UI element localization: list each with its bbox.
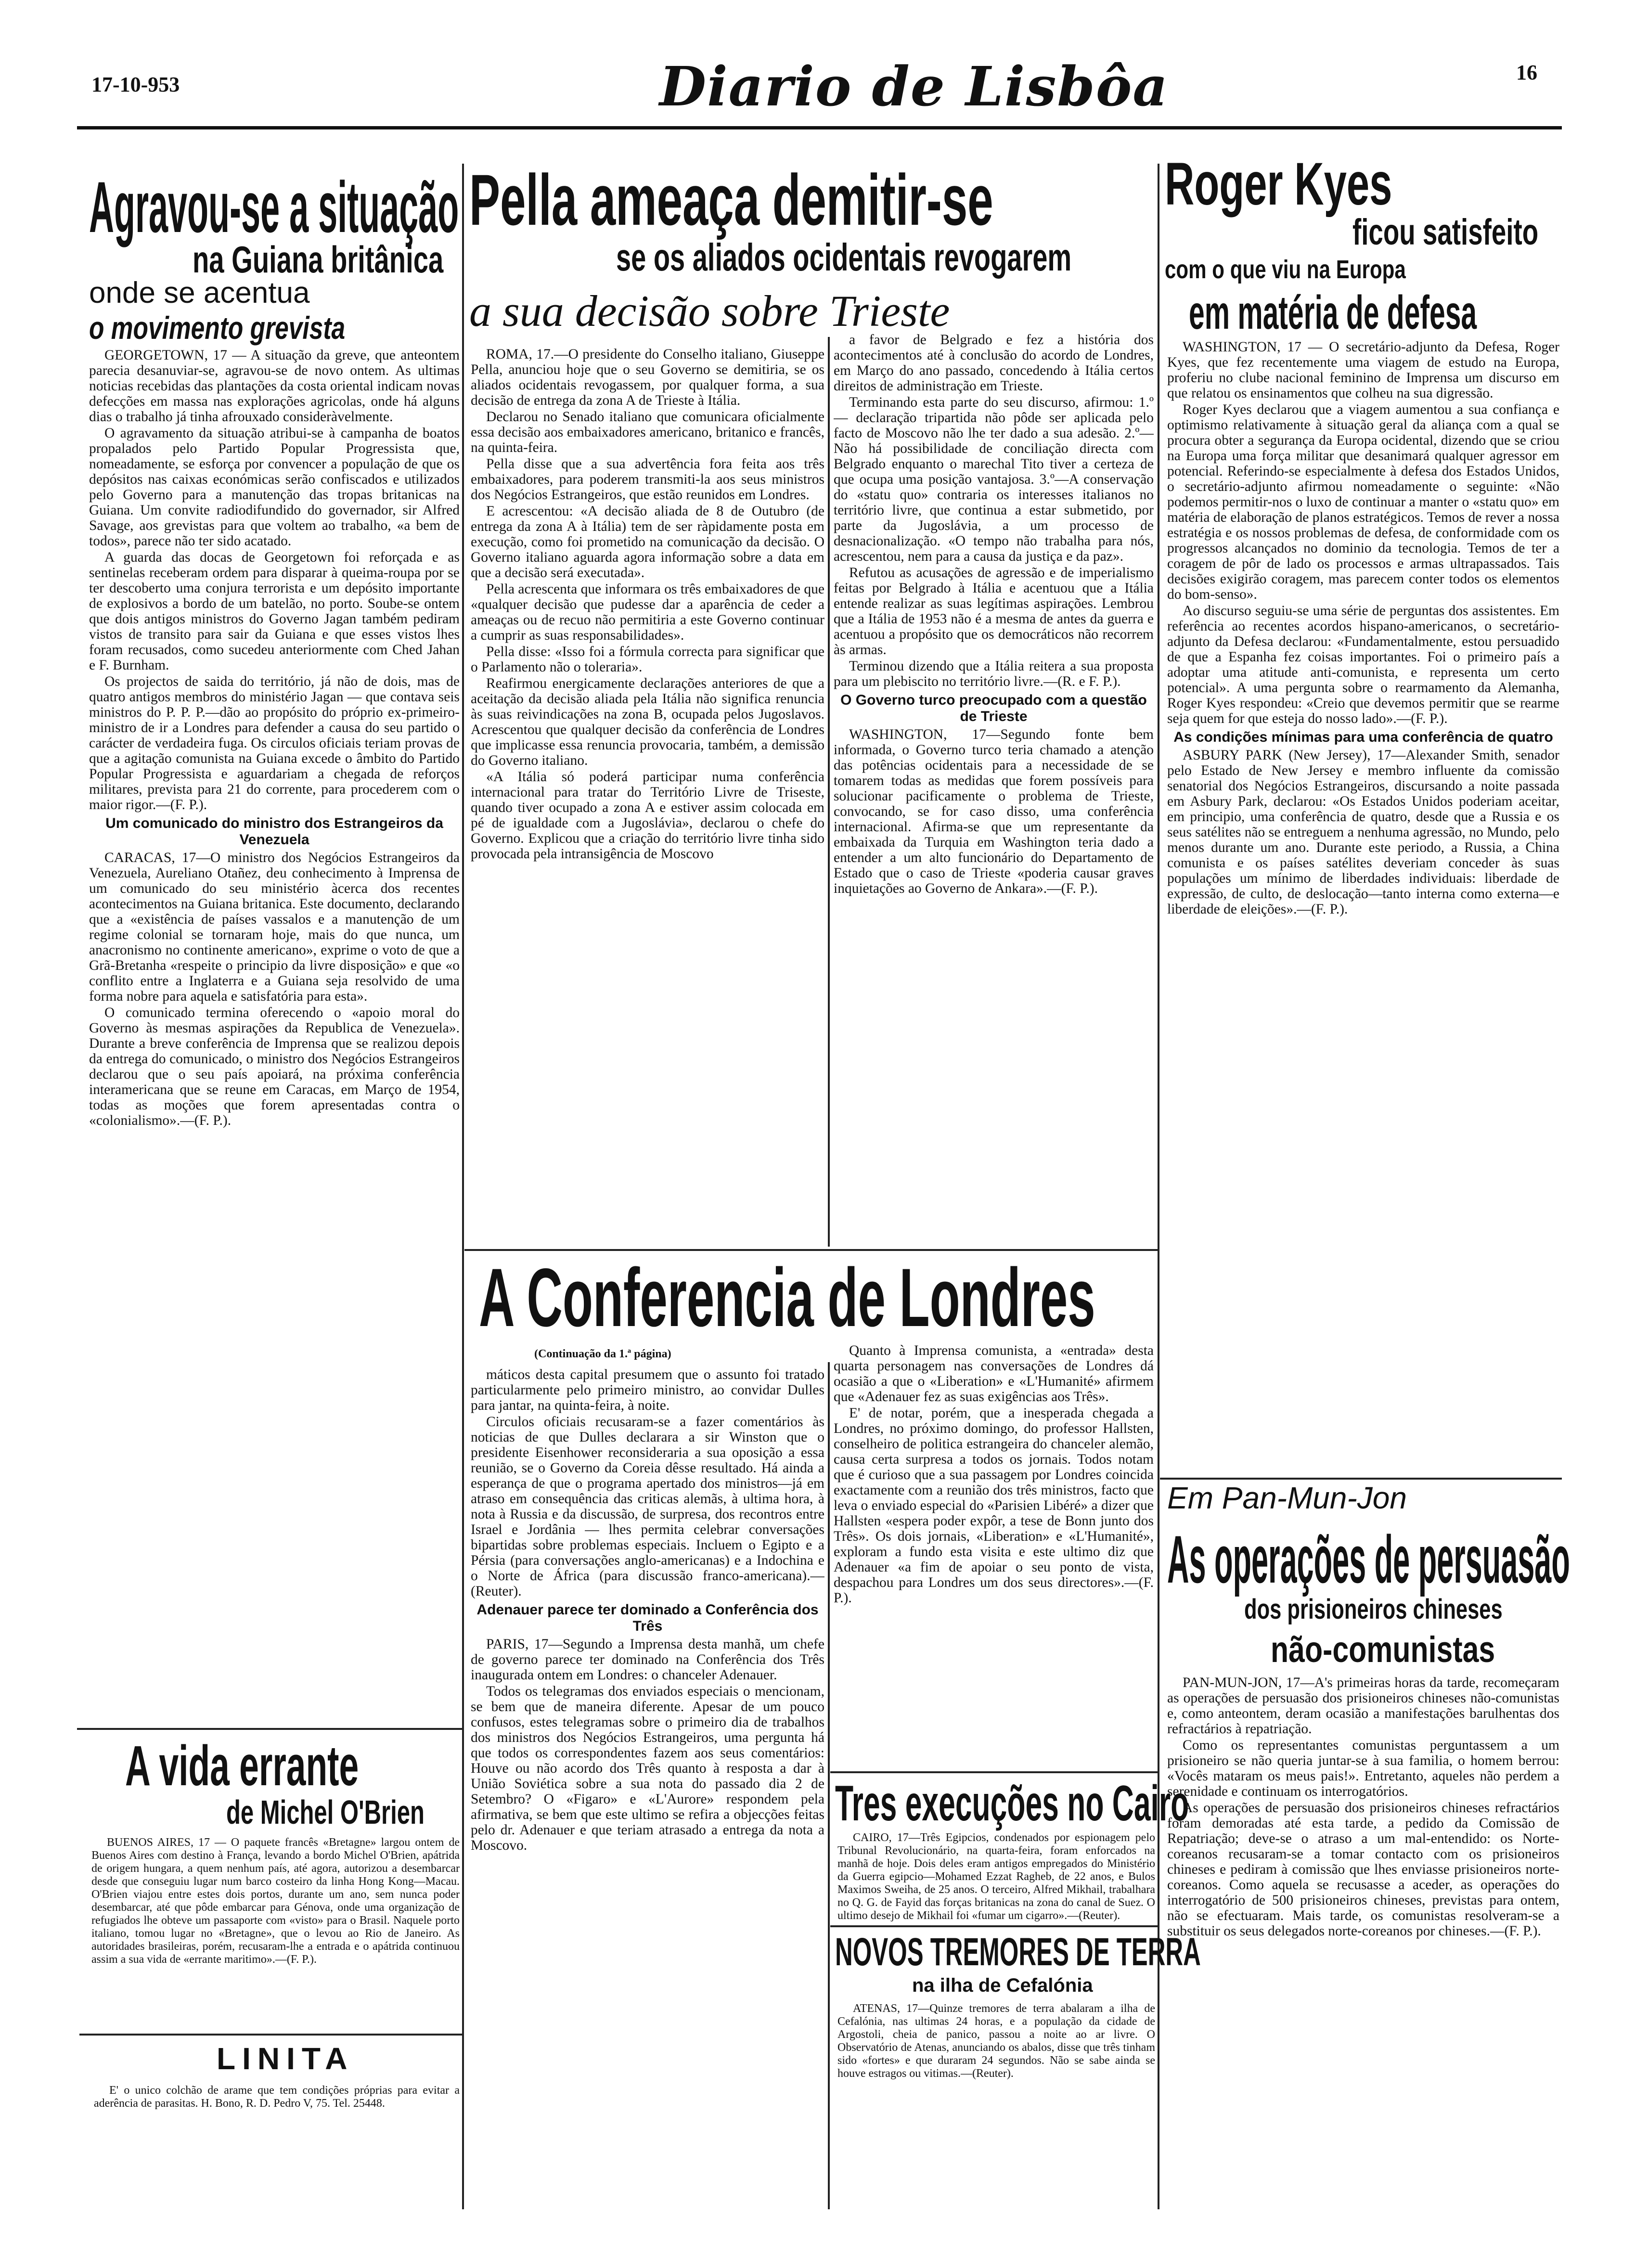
ad-title: LINITA bbox=[217, 2041, 354, 2076]
paragraph: Declarou no Senado italiano que comunicara oficialmente essa decisão aos embaixadores americano, britanico e francês, na quinta-feira. bbox=[471, 409, 824, 455]
headline: Roger Kyes bbox=[1165, 151, 1392, 218]
paragraph: O agravamento da situação atribui-se à campanha de boatos propalados pelo Partido Popular Progressista que, nomeadamente, se esforça por convencer a população de que os depósitos nas caixas económicas serão confiscados e utilizados pelo Governo para a manutenção das tropas britanicas na Guiana. Um convite radiodifundido do governador, sir Alfred Savage, aos grevistas para que voltem ao trabalho, «a bem de todos», parece não ter sido acatado. bbox=[89, 425, 460, 549]
headline-line2: na ilha de Cefalónia bbox=[912, 1975, 1093, 1996]
headline-line2: se os aliados ocidentais revogarem bbox=[616, 236, 1072, 279]
article-body bbox=[837, 2002, 1155, 2147]
paragraph: Como os representantes comunistas perguntassem a um prisioneiro se não queria juntar-se à sua familia, o homem berrou: «Vocês mataram os meus pais!». Entretanto, aqueles não perdem a serenidade e continuam os interrogatórios. bbox=[1167, 1738, 1559, 1799]
paragraph: ATENAS, 17—Quinze tremores de terra abalaram a ilha de Cefalónia, nas ultimas 24 horas, e a população da cidade de Argostoli, cheia de panico, passou a noite ao ar livre. O Observatório de Atenas, anunciando os abalos, disse que três tinham sido «fortes» e que duraram 24 segundos. Não se sabe ainda se houve estragos ou vitimas.—(Reuter). bbox=[837, 2002, 1155, 2080]
headline-line3: onde se acentua bbox=[89, 276, 310, 309]
section-rule bbox=[1160, 1478, 1562, 1480]
subheading: Um comunicado do ministro dos Estrangeiros da Venezuela bbox=[105, 815, 443, 848]
paragraph: Todos os telegramas dos enviados especiais o mencionam, se bem que de maneira diferente. Apesar de um pouco confusos, estes telegramas sobre o primeiro dia de trabalhos dos ministros dos Negócios Estrangeiros, uma pergunta há que todos os correspondentes fazem aos seus comentários: Houve ou não acordo dos Três quanto à resposta a dar à União Soviética sobre a sua nota do passado dia 2 de Setembro? O «Figaro» e «L'Aurore» respondem pela afirmativa, se bem que este ultimo se refira a objecções feitas pelo dr. Adenauer e que teriam atrasado a entrega da nota a Moscovo. bbox=[471, 1684, 824, 1853]
paragraph: a favor de Belgrado e fez a história dos acontecimentos até à conclusão do acordo de Londres, em Março do ano passado, concedendo à Itália certos direitos de administração em Trieste. bbox=[834, 332, 1154, 394]
headline-line2: na Guiana britânica bbox=[193, 238, 444, 281]
paragraph: O comunicado termina oferecendo o «apoio moral do Governo às mesmas aspirações da Republica de Venezuela». Durante a breve conferência de Imprensa que se realizou depois da entrega do comunicado, o ministro dos Negócios Estrangeiros declarou que o seu país apoiará, na próxima conferência interamericana que se reune em Caracas, em Março de 1954, todas as moções que forem apresentadas contra o «colonialismo».—(F. P.). bbox=[89, 1005, 460, 1128]
column-rule bbox=[462, 164, 464, 2209]
paragraph: Circulos oficiais recusaram-se a fazer comentários às noticias de que Dulles declarara a sir Winston que o presidente Eisenhower reconsideraria a sua oposição a essa reunião, se o Governo da Coreia dêsse resultado. Há ainda a esperança de que o programa apertado dos ministros—já em atraso em consequência das criticas alemãs, à ultima hora, à nota à Russia e da discussão, de surpresa, dos recontros entre Israel e Jordânia — lhes permita celebrar conversações bipartidas sobre problemas especiais. Incluem o Egipto e a Pérsia (para conversações anglo-americanas) e a Indochina e o Norte de África (para discussão franco-americana).—(Reuter). bbox=[471, 1414, 824, 1599]
headline-line4: o movimento grevista bbox=[89, 310, 346, 346]
paragraph: Terminando esta parte do seu discurso, afirmou: 1.º— declaração tripartida não pôde ser aplicada pelo facto de Moscovo não lhe ter dado a sua adesão. 2.º—Não há possibilidade de conciliação directa com Belgrado enquanto o marechal Tito tiver a certeza de que ocupa uma posição vantajosa. 3.º—A conservação do «statu quo» contraria os interesses italianos no território livre, que continua a estar submetido, por parte da Jugoslávia, a um processo de desnacionalização. «O tempo não trabalha para nós, acrescentou, nem para a causa da justiça e da paz». bbox=[834, 395, 1154, 564]
paragraph: Pella disse: «Isso foi a fórmula correcta para significar que o Parlamento não o toleraria». bbox=[471, 644, 824, 675]
paragraph: E' de notar, porém, que a inesperada chegada a Londres, no próximo domingo, do professor Hallsten, conselheiro de politica estrangeira do chanceler alemão, causa certa surpresa a todos os jornais. Todos notam que é curioso que a sua passagem por Londres coincida exactamente com a reunião dos três ministros, facto que leva o enviado especial do «Parisien Libéré» a dizer que Hallsten «espera poder expôr, a tese de Bonn junto dos Três». Os dois jornais, «Liberation» e «L'Humanité», exploram a fundo esta visita e este ultimo diz que Adenauer «a fim de apoiar o seu ponto de vista, despachou para Londres um dos seus directores».—(F. P.). bbox=[834, 1405, 1154, 1606]
newspaper-masthead: Diario de Lisbôa bbox=[659, 55, 1169, 118]
paragraph: GEORGETOWN, 17 — A situação da greve, que anteontem parecia desanuviar-se, agravou-se de novo ontem. As ultimas noticias recebidas das plantações da costa oriental indicam novas defecções em massa nas explorações agricolas, onde há alguns dias o trabalho já tinha afrouxado consideràvelmente. bbox=[89, 348, 460, 425]
paragraph: Refutou as acusações de agressão e de imperialismo feitas por Belgrado à Itália e acentuou que a Itália entende realizar as suas legítimas aspirações. Lembrou que a Itália de 1953 não é a mesma de antes da guerra e acentuou a propósito que os democráticos não recorrem às armas. bbox=[834, 565, 1154, 657]
paragraph: Reafirmou energicamente declarações anteriores de que a aceitação da decisão aliada pela Itália não significa renuncia às suas reivindicações na zona B, ocupada pelos Jugoslavos. Acrescentou que qualquer decisão da conferência de Londres que implicasse essa renuncia provocaria, também, a demissão do Governo italiano. bbox=[471, 676, 824, 768]
headline: A Conferencia de Londres bbox=[479, 1251, 1095, 1344]
continuation-note: (Continuação da 1.ª página) bbox=[534, 1348, 671, 1360]
section-rule bbox=[830, 1925, 1158, 1927]
paragraph: ASBURY PARK (New Jersey), 17—Alexander Smith, senador pelo Estado de New Jersey e membro influente da comissão senatorial dos Negócios Estrangeiros, discursando a noite passada em Asbury Park, declarou: «Os Estados Unidos poderiam aceitar, em principio, uma conferência de quatro, desde que a Russia e os seus satélites não se entreguem a nenhuma agressão, no Mundo, pelo menos durante um ano. Durante este periodo, a Russia, a China comunista e os países satélites deveriam conceder às suas populações um mínimo de liberdades individuais: liberdade de expressão, de culto, de deslocação—tanto interna como externa—e liberdade de eleições».—(F. P.). bbox=[1167, 747, 1559, 917]
column-rule bbox=[1158, 164, 1159, 2209]
article-body-col2 bbox=[834, 332, 1154, 1247]
section-rule bbox=[77, 1728, 462, 1730]
subheading: O Governo turco preocupado com a questão de Trieste bbox=[840, 692, 1147, 724]
paragraph: Pella disse que a sua advertência fora feita aos três embaixadores, para poderem transmiti-la aos seus ministros dos Negócios Estrangeiros, que estão reunidos em Londres. bbox=[471, 456, 824, 503]
masthead-rule bbox=[77, 126, 1562, 129]
article-body-col2 bbox=[834, 1343, 1154, 1766]
article-body bbox=[837, 1831, 1155, 1923]
paragraph: PAN-MUN-JON, 17—A's primeiras horas da tarde, recomeçaram as operações de persuasão dos prisioneiros chineses não-comunistas e, como anteontem, deram ocasião a manifestações barulhentas dos refractários à repatriação. bbox=[1167, 1675, 1559, 1737]
headline: As operações de persuasão bbox=[1167, 1521, 1570, 1597]
article-body bbox=[91, 1836, 460, 2031]
article-body-col1 bbox=[471, 347, 824, 1247]
headline-line3: não-comunistas bbox=[1271, 1629, 1495, 1670]
subheading: Adenauer parece ter dominado a Conferência dos Três bbox=[476, 1602, 819, 1634]
edition-date: 17-10-953 bbox=[91, 73, 180, 96]
headline: Pella ameaça demitir-se bbox=[469, 159, 993, 240]
paragraph: Os projectos de saida do território, já não de dois, mas de quatro antigos membros do ministério Jagan — que contava seis ministros do P. P. P.—dão ao propósito do próprio ex-primeiro-ministro de ir a Londres para defender a causa do seu partido o carácter de verdadeira fuga. Os circulos oficiais teriam provas de que a agitação comunista na Guiana excede o âmbito do Partido Popular Progressista e aguardariam a chegada de reforços militares, prevista para 21 do corrente, para procederem com o maior rigor.—(F. P.). bbox=[89, 674, 460, 812]
section-kicker: Em Pan-Mun-Jon bbox=[1167, 1481, 1407, 1515]
article-body bbox=[1167, 339, 1559, 1475]
ad-text bbox=[94, 2084, 460, 2142]
paragraph: Pella acrescenta que informara os três embaixadores de que «qualquer decisão que pudesse dar a aparência de ceder a ameaças ou de recuo não permitiria a este Governo continuar a cumprir as suas responsabilidades». bbox=[471, 581, 824, 643]
headline-line3: com o que viu na Europa bbox=[1165, 255, 1406, 284]
headline: NOVOS TREMORES DE TERRA bbox=[835, 1930, 1201, 1974]
paragraph: CAIRO, 17—Três Egipcios, condenados por espionagem pelo Tribunal Revolucionário, na quarta-feira, foram enforcados na manhã de hoje. Dois deles eram antigos empregados do Ministério da Guerra egipcio—Mohamed Ezzat Ragheb, de 22 anos, e Bulos Maximos Sweiha, de 25 anos. O terceiro, Alfred Mikhail, trabalhara no Q. G. de Fayid das forças britanicas na zona do canal de Suez. O ultimo desejo de Mikhail foi «fumar um cigarro».—(Reuter). bbox=[837, 1831, 1155, 1922]
paragraph: Ao discurso seguiu-se uma série de perguntas dos assistentes. Em referência ao recentes acordos hispano-americanos, o secretário-adjunto da Defesa declarou: «Fundamentalmente, estou persuadido de que a Espanha fez coisas importantes. Foi o primeiro país a adoptar uma atitude anti-comunista, e representa um certo potencial». A uma pergunta sobre o rearmamento da Alemanha, Roger Kyes respondeu: «Creio que devemos permitir que se rearme seja quem for que esteja do nosso lado».—(F. P.). bbox=[1167, 603, 1559, 726]
headline: A vida errante bbox=[125, 1734, 359, 1798]
headline-line2: de Michel O'Brien bbox=[226, 1793, 425, 1831]
paragraph: Quanto à Imprensa comunista, a «entrada» desta quarta personagem nas conversações de Londres dá ocasião a que o «Liberation» e «L'Humanité» afirmem que «Adenauer fez as suas exigências aos Três». bbox=[834, 1343, 1154, 1405]
headline: Tres execuções no Cairo bbox=[835, 1776, 1189, 1831]
section-rule bbox=[464, 1249, 1158, 1251]
paragraph: A guarda das docas de Georgetown foi reforçada e as sentinelas receberam ordem para disparar à queima-roupa por se ter descoberto uma conjura terrorista e um depósito importante de explosivos a bordo de um batelão, no porto. Soube-se ontem que dois antigos ministros do Governo Jagan também pediram vistos de transito para sair da Guiana e que esses vistos lhes foram recusados, como sucedeu anteriormente com Ched Jahan e F. Burnham. bbox=[89, 550, 460, 673]
column-rule bbox=[828, 1362, 830, 2209]
paragraph: Roger Kyes declarou que a viagem aumentou a sua confiança e optimismo relativamente à situação geral da aliança com a qual se procura obter a segurança da Europa ocidental, dizendo que se criou na Europa uma força militar que desanimará qualquer agressor em potencial. Referindo-se especialmente à defesa dos Estados Unidos, o secretário-adjunto afirmou nomeadamente o seguinte: «Não podemos permitir-nos o luxo de continuar a manter o «statu quo» em matéria de elaboração de planos estratégicos. Temos de rever a nossa estratégia e os nossos problemas de defesa, de conformidade com os progressos alcançados no dominio da tecnologia. Temos de ter a coragem de pôr de lado os processos e armas ultrapassados. Tais decisões exigirão coragem, mas parecem conter todos os elementos do bom-senso». bbox=[1167, 402, 1559, 602]
headline-line2: ficou satisfeito bbox=[1352, 212, 1539, 253]
column-rule bbox=[828, 337, 830, 1247]
article-body bbox=[89, 348, 460, 1724]
headline-line3: a sua decisão sobre Trieste bbox=[469, 286, 950, 335]
paragraph: WASHINGTON, 17—Segundo fonte bem informada, o Governo turco teria chamado a atenção das potências ocidentais para a necessidade de se tomarem todas as medidas que forem possíveis para solucionar pacificamente o problema de Trieste, convocando, se for caso disso, uma conferência internacional. Afirma-se que um representante da embaixada da Turquia em Washington teria dado a entender a um alto funcionário do Departamento de Estado que o caso de Trieste «poderia causar graves inquietações ao Governo de Ankara».—(F. P.). bbox=[834, 727, 1154, 896]
headline: Agravou-se a situação bbox=[89, 167, 459, 247]
paragraph: PARIS, 17—Segundo a Imprensa desta manhã, um chefe de governo parece ter dominado na Conferência dos Três inaugurada ontem em Londres: o chanceler Adenauer. bbox=[471, 1637, 824, 1683]
page-number: 16 bbox=[1516, 61, 1537, 84]
paragraph: Terminou dizendo que a Itália reitera a sua proposta para um plebiscito no território livre.—(R. e F. P.). bbox=[834, 658, 1154, 689]
paragraph: E acrescentou: «A decisão aliada de 8 de Outubro (de entrega da zona A à Itália) tem de ser ràpidamente posta em execução, como foi prometido na comunicação da decisão. O Governo italiano aguarda agora informação sobre a data em que a decisão será executada». bbox=[471, 503, 824, 580]
headline-line4: em matéria de defesa bbox=[1189, 286, 1477, 339]
paragraph: As operações de persuasão dos prisioneiros chineses refractários foram demoradas até esta tarde, a pedido da Comissão de Repatriação; deve-se o atraso a um mal-entendido: os Norte-coreanos recusaram-se a tomar contacto com os prisioneiros chineses e pediram à comissão que lhes enviasse prisioneiros norte-coreanos. Como aquela se recusasse a aceder, as operações do interrogatório de 500 prisioneiros chineses, previstas para ontem, não se efectuaram. Mais tarde, os comunistas resolveram-se a substituir os seus delegados norte-coreanos por chineses.—(F. P.). bbox=[1167, 1800, 1559, 1939]
paragraph: WASHINGTON, 17 — O secretário-adjunto da Defesa, Roger Kyes, que fez recentemente uma viagem de estudo na Europa, proferiu no clube nacional feminino de Imprensa um discurso em que relatou os ensinamentos que colheu na sua digressão. bbox=[1167, 339, 1559, 401]
paragraph: máticos desta capital presumem que o assunto foi tratado particularmente pelo primeiro ministro, ao convidar Dulles para jantar, na quinta-feira, à noite. bbox=[471, 1367, 824, 1413]
paragraph: «A Itália só poderá participar numa conferência internacional para tratar do Território Livre de Triseste, quando tiver ocupado a zona A e estiver assim colocada em pé de igualdade com a Jugoslávia», declarou o chefe do Governo. Explicou que a criação do território livre tinha sido provocada pela intransigência de Moscovo bbox=[471, 769, 824, 862]
article-body bbox=[1167, 1675, 1559, 2204]
subheading: As condições mínimas para uma conferência de quatro bbox=[1173, 729, 1553, 745]
paragraph: E' o unico colchão de arame que tem condições próprias para evitar a aderência de parasitas. H. Bono, R. D. Pedro V, 75. Tel. 25448. bbox=[94, 2084, 460, 2110]
headline-line2: dos prisioneiros chineses bbox=[1244, 1594, 1503, 1625]
article-body-col1 bbox=[471, 1367, 824, 2207]
section-rule bbox=[830, 1771, 1158, 1773]
section-rule bbox=[79, 2034, 462, 2036]
paragraph: CARACAS, 17—O ministro dos Negócios Estrangeiros da Venezuela, Aureliano Otañez, deu conhecimento à Imprensa de um comunicado do seu ministério àcerca dos recentes acontecimentos na Guiana britanica. Este documento, declarando que a «existência de países vassalos e a manutenção de um regime colonial se tornaram hoje, mais do que nunca, um anacronismo no continente americano», exprime o voto de que a Grã-Bretanha «respeite o principio da livre disposição» e que «o conflito entre a Inglaterra e a Guiana seja resolvido de uma forma nobre para aquela e satisfatória para esta». bbox=[89, 850, 460, 1004]
paragraph: BUENOS AIRES, 17 — O paquete francês «Bretagne» largou ontem de Buenos Aires com destino à França, levando a bordo Michel O'Brien, apátrida de origem hungara, a quem nenhum país, até agora, autorizou a desembarcar desde que conseguiu lugar num barco costeiro da linha Hong Kong—Macau. O'Brien viajou entre estes dois portos, durante um ano, sem nunca poder desembarcar, até que pôde embarcar para Génova, onde uma organização de refugiados lhe obteve um passaporte com «visto» para o Brasil. Naquele porto italiano, tomou lugar no «Bretagne», que o levou ao Rio de Janeiro. As autoridades brasileiras, porém, recusaram-lhe a entrada e o apátrida continuou assim a sua vida de «errante maritimo».—(F. P.). bbox=[91, 1836, 460, 1966]
paragraph: ROMA, 17.—O presidente do Conselho italiano, Giuseppe Pella, anunciou hoje que o seu Governo se demitiria, se os aliados ocidentais revogassem, por qualquer forma, a sua decisão de entrega da zona A de Trieste à Itália. bbox=[471, 347, 824, 408]
